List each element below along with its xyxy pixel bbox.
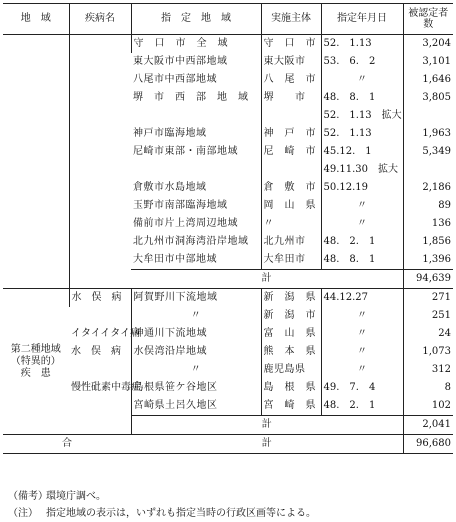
area-cell: 堺 市 西 部 地 域 [133, 92, 249, 103]
body-cell: 倉 敷 市 [261, 179, 321, 197]
region-cell-first [3, 35, 69, 289]
body-cell: 宮 崎 県 [261, 397, 321, 416]
first-group-body [3, 35, 453, 289]
date-cell: 〃 [321, 215, 403, 233]
body-cell [261, 107, 321, 125]
date-cell: 52. 1.13 [321, 35, 403, 54]
notes [8, 488, 316, 522]
count-cell: 1,396 [403, 251, 453, 270]
body-cell: 新 潟 市 [261, 307, 321, 325]
date-cell: 〃 [321, 307, 403, 325]
header-region: 地 域 [3, 4, 69, 35]
body-cell: 八 尾 市 [261, 71, 321, 89]
area-cell: 島根県笹ケ谷地区 [131, 379, 261, 397]
date-cell: 53. 6. 2 [321, 53, 403, 71]
area-cell: 神通川下流地域 [131, 325, 261, 343]
area-cell: 玉野市南部臨海地域 [133, 200, 228, 211]
region-line-3: 疾 患 [20, 367, 51, 379]
grand-total-count: 96,680 [403, 435, 453, 454]
subtotal-label-first: 計 [131, 270, 403, 289]
body-cell: 鹿児島県 [261, 361, 321, 379]
body-cell: 島 根 県 [261, 379, 321, 397]
note-caveat-label: （注） [8, 508, 38, 519]
count-cell: 89 [403, 197, 453, 215]
subtotal-count-first: 94,639 [403, 270, 453, 289]
date-cell: 48. 2. 1 [321, 397, 403, 416]
table-row [3, 361, 453, 379]
body-cell: 尼 崎 市 [261, 143, 321, 161]
date-cell: 48. 8. 1 [321, 89, 403, 107]
area-cell: 〃 [131, 361, 261, 379]
date-cell: 〃 [321, 197, 403, 215]
note-remarks-label: （備考） [8, 491, 48, 502]
count-cell: 5,349 [403, 143, 453, 161]
body-cell: 堺 市 [261, 89, 321, 107]
count-cell: 1,646 [403, 71, 453, 89]
count-cell: 102 [403, 397, 453, 416]
body-cell: 新 潟 県 [261, 289, 321, 308]
disease-cell: 慢性砒素中毒症 [71, 382, 141, 393]
designated-area-table [3, 3, 453, 454]
subtotal-disease-blank [69, 416, 131, 435]
header-area: 指 定 地 域 [131, 4, 261, 35]
body-cell: 北九州市 [261, 233, 321, 251]
region-line-2: （特異的） [10, 355, 61, 367]
area-cell: 宮崎県土呂久地区 [131, 397, 261, 416]
count-cell: 251 [403, 307, 453, 325]
disease-cell: 水 俣 病 [69, 289, 131, 308]
area-cell: 水俣湾沿岸地域 [131, 343, 261, 361]
area-cell: 備前市片上湾周辺地域 [133, 218, 238, 229]
area-cell [131, 161, 261, 179]
count-cell: 2,186 [403, 179, 453, 197]
area-cell: 阿賀野川下流地域 [131, 289, 261, 308]
date-cell: 50.12.19 [321, 179, 403, 197]
date-cell: 〃 [321, 71, 403, 89]
body-cell: 神 戸 市 [261, 125, 321, 143]
grand-total-row [3, 435, 453, 454]
count-cell: 24 [403, 325, 453, 343]
count-cell [403, 161, 453, 179]
table-row [3, 325, 453, 343]
note-caveat [8, 505, 316, 522]
table-row [3, 289, 453, 308]
subtotal-count-second: 2,041 [403, 416, 453, 435]
body-cell: 守 口 市 [261, 35, 321, 54]
count-cell: 271 [403, 289, 453, 308]
disease-cell [69, 397, 131, 416]
count-cell: 3,204 [403, 35, 453, 54]
count-cell: 1,073 [403, 343, 453, 361]
area-cell: 守 口 市 全 域 [131, 35, 261, 54]
area-cell: 北九州市洞海湾沿岸地域 [133, 236, 249, 247]
date-cell: 〃 [321, 343, 403, 361]
disease-cell [69, 361, 131, 379]
body-cell: 富 山 県 [261, 325, 321, 343]
grand-label-left: 合 [3, 435, 131, 454]
disease-cell-first [69, 35, 131, 289]
note-remarks [8, 488, 316, 505]
header-date: 指定年月日 [321, 4, 403, 35]
header-body: 実施主体 [261, 4, 321, 35]
date-cell: 44.12.27 [321, 289, 403, 308]
region-cell-second [3, 289, 69, 435]
area-cell: 八尾市中西部地域 [133, 74, 217, 85]
body-cell [261, 161, 321, 179]
body-cell: 岡 山 県 [261, 197, 321, 215]
table-row [3, 35, 453, 54]
disease-cell [69, 307, 131, 325]
note-remarks-text: 環境庁調べ。 [46, 491, 106, 502]
count-cell: 3,101 [403, 53, 453, 71]
table-row [3, 307, 453, 325]
date-cell: 〃 [321, 325, 403, 343]
date-cell: 45.12. 1 [321, 143, 403, 161]
body-cell: 熊 本 県 [261, 343, 321, 361]
body-cell: 大牟田市 [261, 251, 321, 270]
area-cell: 〃 [131, 307, 261, 325]
body-cell: 東大阪市 [261, 53, 321, 71]
region-line-1: 第二種地域 [10, 343, 61, 355]
date-cell: 52. 1.13 [321, 125, 403, 143]
count-cell [403, 107, 453, 125]
disease-cell: イタイイタイ病 [71, 328, 141, 339]
count-cell: 136 [403, 215, 453, 233]
disease-cell: 水 俣 病 [71, 346, 121, 357]
second-group-body [3, 289, 453, 435]
table-row [3, 343, 453, 361]
count-cell: 312 [403, 361, 453, 379]
area-cell [131, 107, 261, 125]
grand-label-right: 計 [131, 435, 403, 454]
date-cell: 48. 8. 1 [321, 251, 403, 270]
date-cell: 〃 [321, 361, 403, 379]
note-caveat-text: 指定地域の表示は，いずれも指定当時の行政区画等による。 [46, 508, 316, 519]
area-cell: 東大阪市中西部地域 [133, 56, 228, 67]
date-cell: 52. 1.13 拡大 [321, 107, 403, 125]
subtotal-label-second: 計 [131, 416, 403, 435]
area-cell: 倉敷市水島地域 [133, 182, 207, 193]
table-row [3, 379, 453, 397]
subtotal-row-second [3, 416, 453, 435]
area-cell: 神戸市臨海地域 [133, 128, 207, 139]
count-cell: 8 [403, 379, 453, 397]
body-cell: 〃 [261, 215, 321, 233]
area-cell: 尼崎市東部・南部地域 [133, 146, 238, 157]
header-count: 被認定者数 [403, 4, 453, 35]
date-cell: 48. 2. 1 [321, 233, 403, 251]
table-row [3, 397, 453, 416]
date-cell: 49.11.30 拡大 [321, 161, 403, 179]
area-cell: 大牟田市中部地域 [133, 254, 217, 265]
count-cell: 1,963 [403, 125, 453, 143]
date-cell: 49. 7. 4 [321, 379, 403, 397]
count-cell: 1,856 [403, 233, 453, 251]
header-row [3, 4, 453, 35]
count-cell: 3,805 [403, 89, 453, 107]
header-disease: 疾病名 [69, 4, 131, 35]
